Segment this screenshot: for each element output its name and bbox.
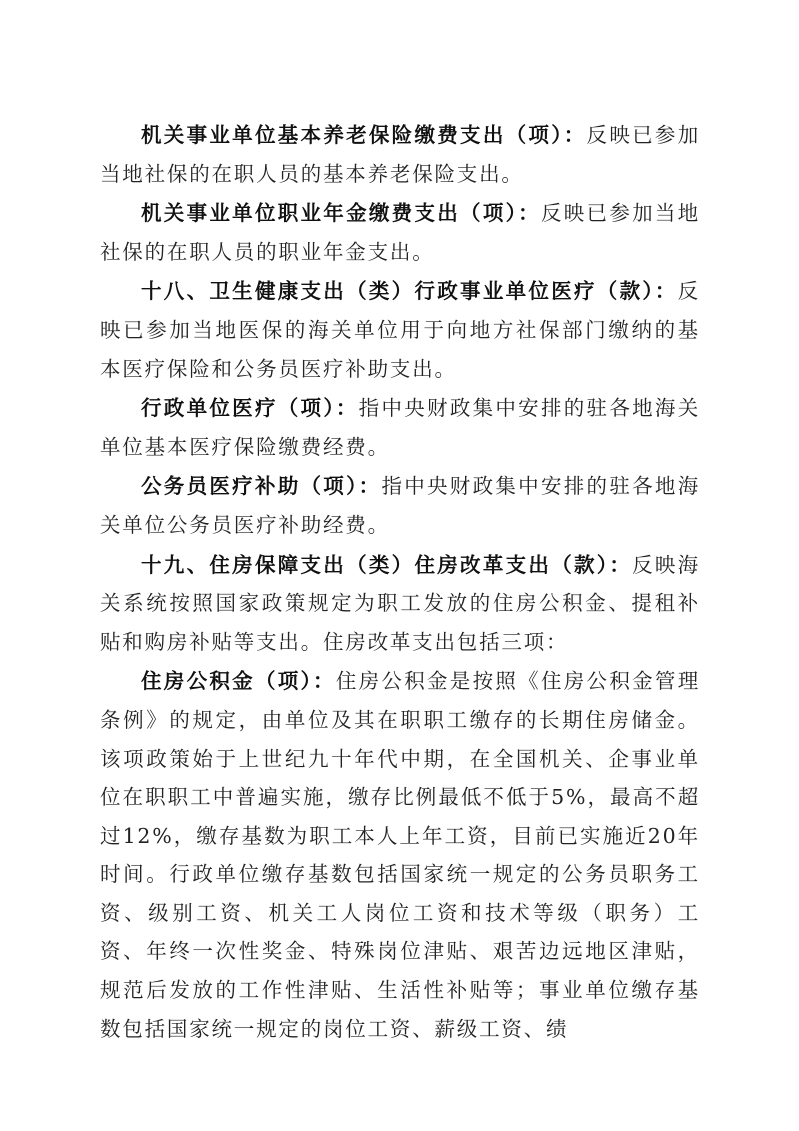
paragraph-occupational-annuity <box>100 194 700 271</box>
paragraph-heading: 行政单位医疗（项）： <box>141 396 359 421</box>
paragraph-pension-contribution <box>100 116 700 193</box>
paragraph-section-19-housing <box>100 546 700 662</box>
document-body <box>100 116 700 1048</box>
paragraph-heading: 住房公积金（项）： <box>141 669 336 694</box>
paragraph-text: 指中央财政集中安排的驻各地海关单位公务员医疗补助经费。 <box>100 474 700 537</box>
paragraph-admin-medical <box>100 389 700 466</box>
paragraph-text: 反映已参加当地社保的在职人员的职业年金支出。 <box>100 201 700 264</box>
paragraph-text: 反映已参加当地医保的海关单位用于向地方社保部门缴纳的基本医疗保险和公务员医疗补助支出。 <box>100 279 700 381</box>
paragraph-text: 反映海关系统按照国家政策规定为职工发放的住房公积金、提租补贴和购房补贴等支出。住房改革支出包括三项： <box>100 552 700 654</box>
paragraph-heading: 公务员医疗补助（项）： <box>141 474 382 499</box>
paragraph-civil-servant-medical-subsidy <box>100 467 700 544</box>
paragraph-heading: 机关事业单位职业年金缴费支出（项）： <box>141 201 541 226</box>
paragraph-text: 住房公积金是按照《住房公积金管理条例》的规定，由单位及其在职职工缴存的长期住房储金。该项政策始于上世纪九十年代中期，在全国机关、企事业单位在职职工中普遍实施，缴存比例最低不低于5%，最高不超过12%，缴存基数为职工本人上年工资，目前已实施近20年时间。行政单位缴存基数包括国家统一规定的公务员职务工资、级别工资、机关工人岗位工资和技术等级（职务）工资、年终一次性奖金、特殊岗位津贴、艰苦边远地区津贴，规范后发放的工作性津贴、生活性补贴等；事业单位缴存基数包括国家统一规定的岗位工资、薪级工资、绩 <box>100 669 700 1041</box>
section-heading: 十八、卫生健康支出（类）行政事业单位医疗（款）： <box>141 279 678 304</box>
paragraph-text: 指中央财政集中安排的驻各地海关单位基本医疗保险缴费经费。 <box>100 396 701 459</box>
paragraph-section-18-health <box>100 272 700 388</box>
paragraph-heading: 机关事业单位基本养老保险缴费支出（项）： <box>141 123 587 147</box>
section-heading: 十九、住房保障支出（类）住房改革支出（款）： <box>141 552 633 577</box>
paragraph-housing-provident-fund <box>100 662 700 1048</box>
paragraph-text: 反映已参加当地社保的在职人员的基本养老保险支出。 <box>100 123 701 186</box>
